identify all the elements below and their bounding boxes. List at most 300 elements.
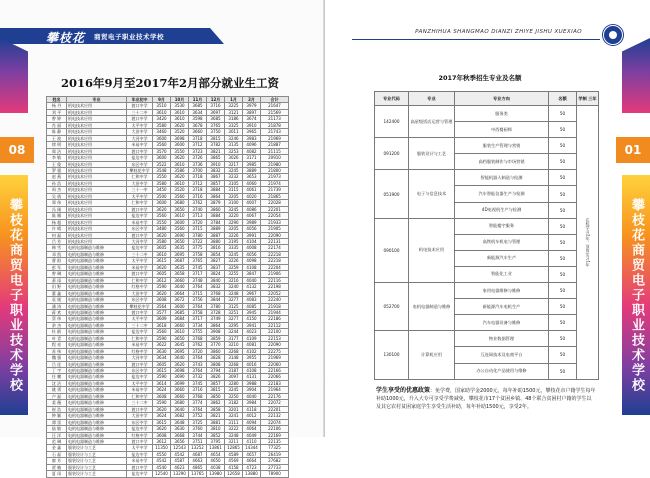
- wage-table-cell: 3550: [153, 219, 171, 225]
- wage-table-cell: 3615: [153, 368, 171, 374]
- major-direction-cell: 家用电器维修与维修: [455, 283, 549, 299]
- wage-table-cell: 电机电器制造与维修: [67, 348, 127, 354]
- wage-table-cell: 3967: [243, 290, 261, 296]
- wage-table-cell: 电机电器制造与维修: [67, 413, 127, 419]
- right-vertical-banner: [622, 175, 650, 415]
- wage-table-cell: 4096: [243, 142, 261, 148]
- wage-table-cell: 3248: [225, 432, 243, 438]
- right-vertical-banner-text: 攀枝花商贸电子职业技术学校: [629, 197, 644, 393]
- wage-table-cell: 机电技术应用: [67, 187, 127, 193]
- wage-table-cell: 3600: [171, 303, 189, 309]
- wage-table-cell: 3618: [153, 322, 171, 328]
- wage-table-cell: 苏 伟: [47, 348, 67, 354]
- wage-table-cell: 3715: [189, 290, 207, 296]
- wage-table-cell: 4007: [243, 200, 261, 206]
- wage-table-cell: 22052: [261, 290, 289, 296]
- wage-table-cell: 机电技术应用: [67, 122, 127, 128]
- wage-table-cell: 3854: [207, 251, 225, 257]
- wage-table-cell: 3765: [189, 258, 207, 264]
- wage-table-cell: 12658: [225, 471, 243, 477]
- wage-table-cell: 曾 琳: [47, 271, 67, 277]
- wage-table-cell: 3712: [189, 142, 207, 148]
- wage-table-cell: 攀枝花中学: [127, 167, 153, 173]
- major-code-cell: 051900: [375, 170, 409, 218]
- wage-table-cell: 3650: [171, 238, 189, 244]
- wage-table-cell: 3743: [189, 361, 207, 367]
- wage-column-header: 12月: [207, 97, 225, 103]
- wage-table-cell: 3268: [225, 348, 243, 354]
- enrollment-table-header-row: [375, 92, 599, 106]
- quota-cell: 50: [549, 218, 577, 234]
- wage-table-cell: 3011: [225, 129, 243, 135]
- wage-table-cell: 3614: [153, 380, 171, 386]
- major-direction-cell: 智能机器人制造与检测: [455, 170, 549, 186]
- wage-table-cell: 大河中学: [127, 355, 153, 361]
- wage-table-cell: 太平中学: [127, 445, 153, 451]
- wage-table-cell: 3105: [225, 180, 243, 186]
- school-logo-text: 攀枝花: [46, 31, 86, 45]
- quota-cell: 50: [549, 138, 577, 154]
- wage-table-cell: 大田中学: [127, 413, 153, 419]
- wage-table-cell: 3795: [207, 439, 225, 445]
- wage-table-cell: 3857: [207, 180, 225, 186]
- wage-table-cell: 21969: [261, 355, 289, 361]
- wage-table-cell: 电机电器制造与维修: [67, 297, 127, 303]
- wage-table-cell: 渡口中学: [127, 206, 153, 212]
- wage-table-cell: 机电技术应用: [67, 238, 127, 244]
- wage-table-cell: 22183: [261, 380, 289, 386]
- wage-table-cell: 3634: [189, 109, 207, 115]
- wage-table-cell: 27733: [261, 464, 289, 470]
- wage-table-cell: 电机电器制造与维修: [67, 284, 127, 290]
- wage-table-cell: 4108: [243, 368, 261, 374]
- wage-table-cell: 3794: [207, 368, 225, 374]
- wage-table-cell: 服装设计与工艺: [67, 445, 127, 451]
- wage-table-cell: 3860: [207, 348, 225, 354]
- policy-heading: 学生享受的优惠政策: [376, 387, 431, 394]
- wage-table-cell: 3290: [225, 219, 243, 225]
- wage-table-cell: 3171: [243, 155, 261, 161]
- wage-table-cell: 3220: [225, 213, 243, 219]
- wage-table-cell: 4083: [243, 297, 261, 303]
- wage-table-cell: 3222: [225, 426, 243, 432]
- wage-table-cell: 太平中学: [127, 193, 153, 199]
- wage-table-cell: 3850: [207, 393, 225, 399]
- wage-table-cell: 21918: [261, 303, 289, 309]
- wage-table-cell: 22201: [261, 206, 289, 212]
- wage-table-cell: 服装设计与工艺: [67, 471, 127, 477]
- left-vertical-banner-text: 攀枝花商贸电子职业技术学校: [7, 197, 22, 393]
- wage-table-cell: 4023: [243, 329, 261, 335]
- wage-table-cell: 4060: [243, 180, 261, 186]
- wage-table-cell: 3784: [207, 219, 225, 225]
- wage-table-cell: 4104: [243, 238, 261, 244]
- wage-table-cell: 3716: [189, 193, 207, 199]
- wage-table-cell: 王 波: [47, 135, 67, 141]
- wage-table-cell: 3668: [171, 432, 189, 438]
- wage-table-cell: 3859: [207, 335, 225, 341]
- wage-table-cell: 汪 洋: [47, 432, 67, 438]
- wage-table-cell: 22132: [261, 413, 289, 419]
- wage-table-cell: 3983: [243, 135, 261, 141]
- wage-table-cell: 3782: [207, 142, 225, 148]
- wage-table-cell: 22153: [261, 335, 289, 341]
- wage-table-cell: 3695: [171, 251, 189, 257]
- wage-table-cell: 仁和中学: [127, 393, 153, 399]
- wage-table-cell: 三十二中: [127, 251, 153, 257]
- wage-table-cell: 王 俊: [47, 161, 67, 167]
- wage-table-cell: 电机电器制造与维修: [67, 406, 127, 412]
- wage-table-cell: 4067: [243, 213, 261, 219]
- wage-table-cell: 21800: [261, 167, 289, 173]
- wage-table-cell: 4056: [243, 251, 261, 257]
- quota-cell: 50: [549, 154, 577, 170]
- wage-table-cell: 4650: [207, 458, 225, 464]
- wage-table-cell: 3698: [171, 135, 189, 141]
- wage-table-cell: 魏 强: [47, 355, 67, 361]
- wage-table-cell: 3182: [225, 400, 243, 406]
- school-emblem-icon: [603, 25, 623, 45]
- wage-table-cell: 4623: [171, 464, 189, 470]
- wage-table-cell: 吴 倩: [47, 193, 67, 199]
- wage-table-cell: 3590: [153, 284, 171, 290]
- wage-table-cell: 3653: [243, 174, 261, 180]
- major-direction-cell: 服装生产管理与营销: [455, 138, 549, 154]
- wage-table-cell: 3756: [189, 297, 207, 303]
- wage-table-cell: 3826: [207, 374, 225, 380]
- wage-table-cell: 蔡 伟: [47, 316, 67, 322]
- wage-table-cell: 机电技术应用: [67, 135, 127, 141]
- wage-table-cell: 3762: [189, 200, 207, 206]
- wage-table-cell: 3748: [189, 277, 207, 283]
- quota-cell: 50: [549, 122, 577, 138]
- wage-table-cell: 3780: [189, 232, 207, 238]
- wage-table-cell: 服装设计与工艺: [67, 458, 127, 464]
- wage-table-cell: 机电技术应用: [67, 155, 127, 161]
- wage-table-cell: 仁和中学: [127, 335, 153, 341]
- major-name-cell: 服装设计与工艺: [409, 138, 455, 170]
- wage-table-cell: 杨 超: [47, 219, 67, 225]
- wage-table-cell: 3697: [207, 109, 225, 115]
- wage-table-cell: 3712: [189, 180, 207, 186]
- wage-table-cell: 电机电器制造与维修: [67, 355, 127, 361]
- wage-table-cell: 3815: [207, 135, 225, 141]
- wage-table-cell: 3590: [153, 335, 171, 341]
- wage-table-cell: 机电技术应用: [67, 174, 127, 180]
- wage-table-cell: 机电技术应用: [67, 116, 127, 122]
- right-color-stripe: [622, 38, 650, 113]
- wage-table-cell: 22201: [261, 406, 289, 412]
- wage-table-cell: 22100: [261, 329, 289, 335]
- wage-table-cell: 电机电器制造与维修: [67, 380, 127, 386]
- wage-table-cell: 电机电器制造与维修: [67, 245, 127, 251]
- wage-table-cell: 4663: [189, 458, 207, 464]
- wage-table-cell: 4102: [243, 348, 261, 354]
- wage-table-row: [47, 471, 289, 477]
- wage-table-cell: 4049: [243, 432, 261, 438]
- wage-table-cell: 20910: [261, 155, 289, 161]
- wage-table-cell: 3560: [153, 213, 171, 219]
- wage-table-cell: 3600: [171, 219, 189, 225]
- wage-table-cell: 3640: [171, 406, 189, 412]
- wage-table-cell: 3690: [171, 374, 189, 380]
- wage-table-cell: 3700: [189, 167, 207, 173]
- wage-table-cell: 3762: [189, 342, 207, 348]
- wage-table-cell: 3245: [225, 387, 243, 393]
- wage-table-cell: 4118: [243, 406, 261, 412]
- school-name: 商贸电子职业技术学校: [94, 33, 164, 41]
- wage-table-cell: 3695: [171, 348, 189, 354]
- wage-table-cell: 电机电器制造与维修: [67, 432, 127, 438]
- wage-table-cell: 3736: [189, 161, 207, 167]
- wage-table-cell: 3824: [207, 271, 225, 277]
- wage-table-cell: 22240: [261, 297, 289, 303]
- wage-table-cell: 3827: [207, 258, 225, 264]
- wage-table-cell: 东区中学: [127, 368, 153, 374]
- enrollment-table-row: [375, 218, 599, 234]
- wage-table-cell: 电机电器制造与维修: [67, 361, 127, 367]
- major-name-cell: 电机电器制造与维修: [409, 283, 455, 331]
- wage-table-cell: 吕 佳: [47, 361, 67, 367]
- major-name-cell: 机电技术应用: [409, 218, 455, 282]
- wage-table-cell: 3608: [153, 393, 171, 399]
- wage-table-cell: 3808: [207, 361, 225, 367]
- wage-table-cell: 21969: [261, 135, 289, 141]
- wage-table-cell: 机电技术应用: [67, 219, 127, 225]
- wage-table-cell: 3884: [207, 213, 225, 219]
- wage-table-cell: 4150: [243, 316, 261, 322]
- wage-table-cell: 3226: [225, 232, 243, 238]
- major-direction-cell: 汽车智能仪器生产与检测: [455, 186, 549, 202]
- wage-table-cell: 机电技术应用: [67, 148, 127, 154]
- wage-table-cell: 3988: [243, 380, 261, 386]
- wage-table-cell: 4016: [243, 361, 261, 367]
- wage-table-cell: 3685: [189, 103, 207, 109]
- left-page-number: 08: [0, 137, 34, 163]
- enrollment-table-row: [375, 138, 599, 154]
- wage-table-cell: 米易中学: [127, 458, 153, 464]
- wage-table-cell: 4008: [243, 245, 261, 251]
- wage-table-cell: 3125: [225, 303, 243, 309]
- wage-table-cell: 渡口中学: [127, 464, 153, 470]
- wage-table-cell: 4038: [207, 464, 225, 470]
- wage-table-cell: 3734: [189, 322, 207, 328]
- wage-table-cell: 3115: [225, 187, 243, 193]
- wage-table-cell: 3678: [189, 122, 207, 128]
- wage-table-cell: 3560: [153, 329, 171, 335]
- left-color-stripe: [0, 38, 28, 113]
- wage-table-cell: 电机电器制造与维修: [67, 264, 127, 270]
- wage-table-cell: 3216: [225, 277, 243, 283]
- wage-table-cell: 三十二中: [127, 109, 153, 115]
- wage-table-cell: 太平中学: [127, 380, 153, 386]
- wage-table-cell: 22166: [261, 368, 289, 374]
- wage-table-cell: 机电技术应用: [67, 167, 127, 173]
- wage-table-cell: 渡口中学: [127, 103, 153, 109]
- wage-table-cell: 3253: [225, 148, 243, 154]
- wage-table-cell: 4012: [243, 413, 261, 419]
- wage-table-cell: 3244: [225, 329, 243, 335]
- major-direction-cell: 智能楼宇服务: [455, 218, 549, 234]
- wage-table-cell: 大河中学: [127, 238, 153, 244]
- wage-table-cell: 22060: [261, 361, 289, 367]
- wage-table-cell: 11350: [153, 445, 171, 451]
- wage-table-cell: 电机电器制造与维修: [67, 400, 127, 406]
- wage-table-cell: 3821: [207, 148, 225, 154]
- wage-column-header: 姓名: [47, 97, 67, 103]
- wage-table-cell: 3268: [225, 361, 243, 367]
- wage-table-cell: 22275: [261, 348, 289, 354]
- wage-table-cell: 3564: [153, 303, 171, 309]
- wage-table-cell: 3985: [243, 161, 261, 167]
- major-direction-cell: 汽车电器设备与维修: [455, 315, 549, 331]
- wage-table-cell: 21878: [261, 122, 289, 128]
- wage-table-cell: 仁和中学: [127, 277, 153, 283]
- wage-table-cell: 3550: [153, 174, 171, 180]
- wage-table-cell: 韩 雪: [47, 245, 67, 251]
- wage-table-cell: 徐 明: [47, 142, 67, 148]
- wage-table-cell: 3740: [189, 206, 207, 212]
- wage-table-cell: 三十二中: [127, 322, 153, 328]
- wage-table-cell: 22218: [261, 251, 289, 257]
- wage-table-cell: 电机电器制造与维修: [67, 426, 127, 432]
- wage-table-cell: 3620: [153, 290, 171, 296]
- quota-cell: 50: [549, 106, 577, 122]
- wage-table-cell: 3828: [207, 355, 225, 361]
- wage-table-cell: 三十一中: [127, 187, 153, 193]
- wage-table-cell: 机电技术应用: [67, 129, 127, 135]
- wage-table-cell: 3648: [171, 419, 189, 425]
- wage-table-cell: 3887: [207, 232, 225, 238]
- wage-table-cell: 3520: [171, 187, 189, 193]
- wage-table-cell: 盐边中学: [127, 471, 153, 477]
- wage-table-cell: 3904: [243, 387, 261, 393]
- wage-table-cell: 3867: [207, 174, 225, 180]
- wage-table-cell: 3764: [189, 406, 207, 412]
- wage-table-cell: 4569: [225, 458, 243, 464]
- wage-table-cell: 3590: [153, 400, 171, 406]
- wage-table-cell: 3280: [225, 380, 243, 386]
- wage-table-cell: 3852: [207, 432, 225, 438]
- wage-column-header: 毕业初中: [127, 97, 153, 103]
- wage-table-cell: 谭 雷: [47, 419, 67, 425]
- wage-table-cell: 3889: [207, 226, 225, 232]
- wage-table-cell: 3765: [207, 122, 225, 128]
- wage-table-cell: 太平中学: [127, 258, 153, 264]
- wage-table-cell: 3210: [225, 342, 243, 348]
- wage-table-cell: 4540: [153, 464, 171, 470]
- wage-table-cell: 渡口中学: [127, 406, 153, 412]
- wage-table-cell: 4132: [243, 284, 261, 290]
- wage-table-cell: 3716: [189, 387, 207, 393]
- wage-table-cell: 3600: [171, 142, 189, 148]
- wage-table-cell: 22204: [261, 264, 289, 270]
- wage-table-cell: 杜 鹃: [47, 329, 67, 335]
- enrollment-table-row: [375, 283, 599, 299]
- wage-table-cell: 机电技术应用: [67, 232, 127, 238]
- wage-table-cell: 3295: [225, 322, 243, 328]
- wage-table-cell: 3640: [171, 355, 189, 361]
- major-direction-cell: 办公自动化产品使用与维修: [455, 363, 549, 379]
- wage-table-cell: 3610: [153, 109, 171, 115]
- wage-table-cell: 3656: [171, 439, 189, 445]
- wage-table-cell: 3821: [207, 413, 225, 419]
- wage-table-cell: 4542: [171, 451, 189, 457]
- wage-table-cell: 3630: [171, 426, 189, 432]
- wage-table-cell: 3135: [225, 142, 243, 148]
- wage-table-cell: 3620: [171, 155, 189, 161]
- wage-table-cell: 3325: [225, 122, 243, 128]
- wage-column-header: 11月: [189, 97, 207, 103]
- wage-table-cell: 3764: [189, 303, 207, 309]
- wage-table-cell: 3860: [207, 206, 225, 212]
- wage-table-cell: 3879: [207, 200, 225, 206]
- wage-table-cell: 12543: [171, 445, 189, 451]
- wage-table-cell: 3620: [153, 264, 171, 270]
- wage-table-cell: 3245: [225, 167, 243, 173]
- wage-table-cell: 3612: [153, 277, 171, 283]
- wage-table-cell: 3610: [171, 109, 189, 115]
- major-direction-cell: 互连网技术及电商平台: [455, 347, 549, 363]
- major-direction-cell: 高档服装制作与市场营销: [455, 154, 549, 170]
- wage-table-cell: 盐边中学: [127, 213, 153, 219]
- quota-cell: 50: [549, 250, 577, 266]
- wage-table-cell: 3780: [207, 303, 225, 309]
- wage-table-row: [47, 445, 289, 451]
- wage-table-cell: 袁 媛: [47, 297, 67, 303]
- wage-table-cell: 3770: [207, 342, 225, 348]
- wage-table-cell: 3889: [243, 167, 261, 173]
- wage-table-cell: 3610: [153, 251, 171, 257]
- wage-table-cell: 3722: [189, 238, 207, 244]
- wage-table-cell: 3660: [189, 129, 207, 135]
- wage-table-cell: 3580: [153, 238, 171, 244]
- wage-table-cell: 3450: [153, 187, 171, 193]
- wage-table-cell: 3941: [243, 322, 261, 328]
- wage-table-cell: 3864: [207, 322, 225, 328]
- wage-table-cell: 3600: [153, 135, 171, 141]
- wage-table-cell: 大田中学: [127, 290, 153, 296]
- wage-table-cell: 3810: [207, 426, 225, 432]
- major-direction-cell: 新能源汽车生产: [455, 250, 549, 266]
- wage-table-cell: 3097: [225, 374, 243, 380]
- wage-table-cell: 服装设计与工艺: [67, 451, 127, 457]
- wage-table-cell: 3680: [171, 200, 189, 206]
- wage-table-cell: 3232: [225, 174, 243, 180]
- wage-table-cell: 13880: [243, 471, 261, 477]
- quota-cell: 50: [549, 299, 577, 315]
- wage-table-cell: 3768: [207, 290, 225, 296]
- wage-table-cell: 3620: [153, 406, 171, 412]
- wage-table-cell: 3250: [225, 393, 243, 399]
- wage-table-cell: 22186: [261, 316, 289, 322]
- wage-table-cell: 3674: [243, 116, 261, 122]
- wage-table-cell: 3590: [153, 374, 171, 380]
- wage-table-cell: 3548: [153, 167, 171, 173]
- wage-table-cell: 12540: [153, 471, 171, 477]
- wage-table-cell: 电机电器制造与维修: [67, 439, 127, 445]
- wage-column-header: 专业: [67, 97, 127, 103]
- wage-table-cell: 3660: [171, 393, 189, 399]
- wage-table-cell: 4542: [153, 458, 171, 464]
- wage-table-cell: 21944: [261, 309, 289, 315]
- wage-table-cell: 4589: [225, 451, 243, 457]
- wage-table-cell: 渡口中学: [127, 148, 153, 154]
- wage-table-cell: 米易中学: [127, 219, 153, 225]
- wage-table-cell: 丁 宇: [47, 368, 67, 374]
- wage-table-cell: 电机电器制造与维修: [67, 368, 127, 374]
- wage-table-cell: 周 杰: [47, 187, 67, 193]
